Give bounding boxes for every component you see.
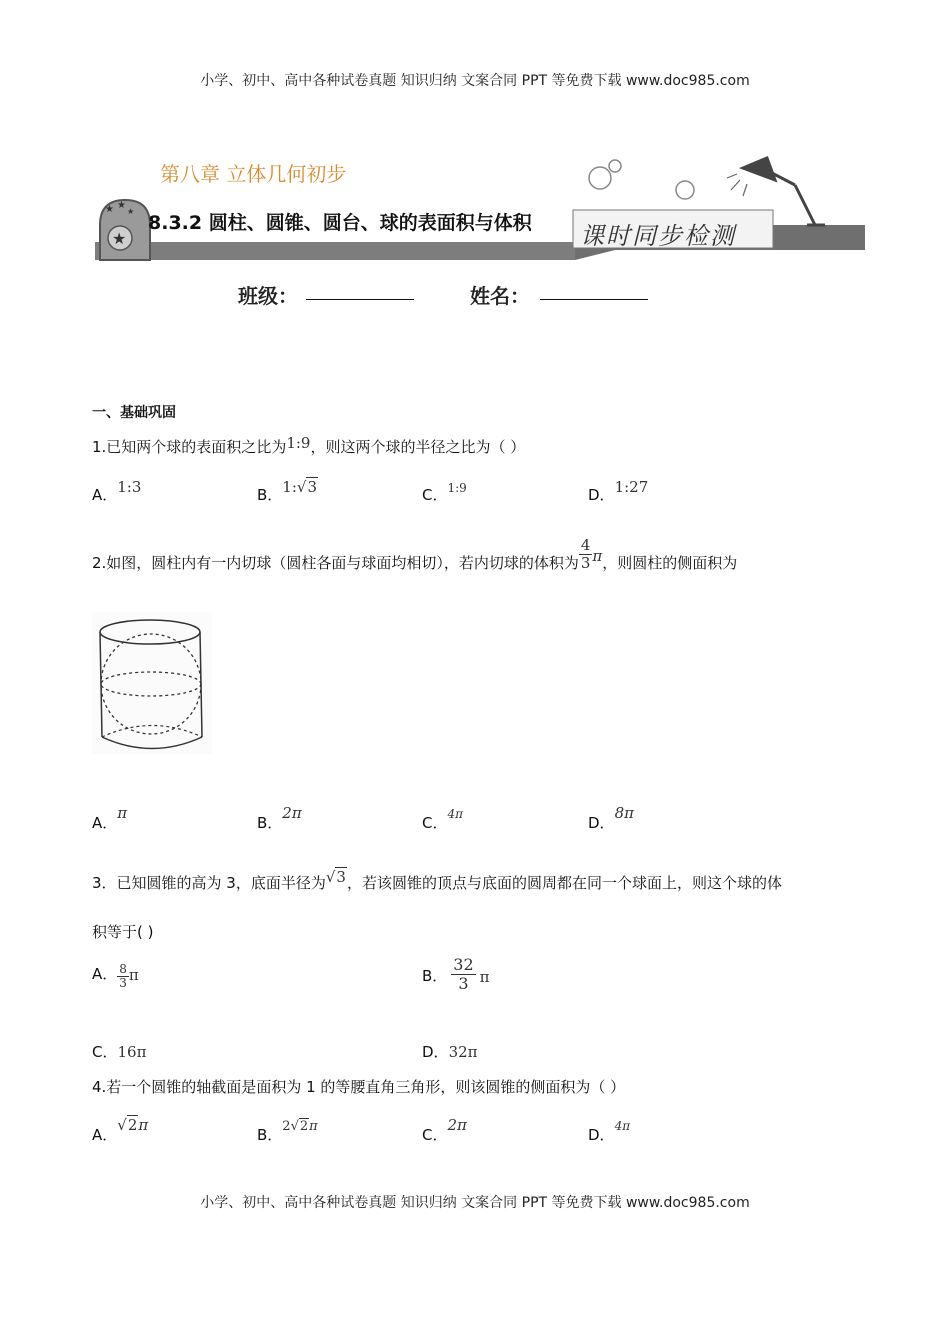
q1-option-b[interactable] [257,478,318,505]
option-label: D． [588,486,615,504]
lamp-rays [727,174,747,196]
q1-stem-a: 1.已知两个球的表面积之比为 [92,438,287,456]
option-label: D． [422,1043,449,1061]
pi-symbol: π [592,547,603,565]
q2-option-c[interactable] [422,807,464,833]
bubble-2 [609,160,621,172]
question-3 [92,868,782,893]
page-footer: 小学、初中、高中各种试卷真题 知识归纳 文案合同 PPT 等免费下载 www.doc985.com [200,1195,750,1211]
lesson-title: 8.3.2 圆柱、圆锥、圆台、球的表面积与体积 [148,212,532,234]
option-label: D． [588,1126,615,1144]
q2-option-d[interactable] [588,804,634,833]
option-value: 1:3 [117,478,142,496]
cylinder-figure [92,612,212,754]
option-value-prefix: 1: [282,478,297,496]
q4-option-b[interactable] [257,1119,318,1145]
option-value: 8π [614,804,634,822]
question-1 [92,436,525,457]
q3-option-b[interactable] [422,956,490,992]
option-value: 1:27 [614,478,649,496]
radicand: 3 [307,478,318,496]
option-label: C． [422,486,448,504]
page-header: 小学、初中、高中各种试卷真题 知识归纳 文案合同 PPT 等免费下载 www.doc985.com [200,73,750,89]
q3-option-a[interactable] [92,963,139,990]
class-field[interactable] [306,299,414,300]
option-label: B． [257,486,283,504]
option-label: A． [92,1126,118,1144]
sqrt-symbol: √2 [117,1116,138,1134]
coefficient: 2 [282,1119,291,1134]
option-label: B． [422,967,448,986]
q1-option-c[interactable] [422,481,467,505]
section-title: 一、基础巩固 [92,405,176,421]
option-label: B． [257,1126,283,1144]
badge-label: 课时同步检测 [580,222,736,250]
name-label: 姓名： [470,284,530,308]
fraction-denominator: 3 [119,976,127,991]
q1-option-a[interactable] [92,478,142,505]
bubble-3 [676,181,694,199]
question-4: 4.若一个圆锥的轴截面是面积为 1 的等腰直角三角形，则该圆锥的侧面积为（ ） [92,1078,626,1096]
q3-stem-b: ，若该圆锥的顶点与底面的圆周都在同一个球面上，则这个球的体 [346,874,782,892]
option-value: 1:9 [447,481,467,495]
radicand: 2 [299,1119,309,1134]
option-label: A． [92,486,118,504]
option-label: A． [92,814,118,832]
name-field[interactable] [540,299,648,300]
q1-stem-b: ，则这两个球的半径之比为（ ） [310,438,526,456]
banner-bar [95,242,575,260]
q2-stem-b: ，则圆柱的侧面积为 [602,553,738,572]
q3-option-c[interactable] [92,1041,146,1062]
option-value: 32π [448,1043,478,1061]
star-icon: ★ [112,229,127,248]
small-star-icon-2: ★ [117,200,126,211]
option-label: C． [422,1126,448,1144]
option-value: 16π [117,1043,147,1061]
sqrt-symbol: √2 [290,1119,309,1134]
class-label: 班级： [238,284,298,308]
option-label: B． [257,814,283,832]
option-value: 4π [614,1119,631,1133]
banner-graphic [95,130,865,270]
radicand: 3 [336,868,346,886]
option-label: A． [92,965,118,984]
q3-stem-continued: 积等于( ) [92,923,154,941]
small-star-icon-1: ★ [105,204,114,215]
radicand: 2 [127,1116,138,1134]
q2-option-a[interactable] [92,804,128,833]
q4-option-a[interactable] [92,1116,149,1145]
pi-symbol: π [309,1119,318,1134]
fraction-denominator: 3 [458,973,469,993]
option-label: C． [422,814,448,832]
option-fraction [451,956,475,992]
fraction-numerator: 4 [580,536,591,554]
option-fraction [117,963,129,990]
pi-symbol: π [128,966,139,985]
fraction-numerator: 8 [119,962,127,976]
q4-option-c[interactable] [422,1116,467,1145]
q2-option-b[interactable] [257,804,302,833]
sqrt-symbol: √3 [325,868,346,886]
q4-option-d[interactable] [588,1119,631,1145]
q3-option-d[interactable] [422,1041,478,1062]
fraction-denominator: 3 [580,553,591,572]
pi-symbol: π [138,1116,149,1134]
option-value: 4π [447,807,464,821]
option-value: 2π [447,1116,467,1134]
option-label: D． [588,814,615,832]
sqrt-symbol: √3 [296,478,318,496]
fraction-numerator: 32 [453,955,474,974]
q3-stem-a: 3．已知圆锥的高为 3，底面半径为 [92,874,326,892]
option-value: π [117,804,128,822]
q2-volume-fraction [579,537,593,571]
chapter-title: 第八章 立体几何初步 [160,162,347,186]
q2-stem-a: 2.如图，圆柱内有一内切球（圆柱各面与球面均相切），若内切球的体积为 [92,553,579,572]
option-label: C． [92,1043,118,1061]
q1-ratio: 1:9 [286,434,311,452]
small-star-icon-3: ★ [127,207,135,216]
q1-option-d[interactable] [588,478,649,505]
pi-symbol: π [479,968,490,987]
bubble-1 [589,167,611,189]
question-2 [92,536,738,579]
option-value: 2π [282,804,302,822]
